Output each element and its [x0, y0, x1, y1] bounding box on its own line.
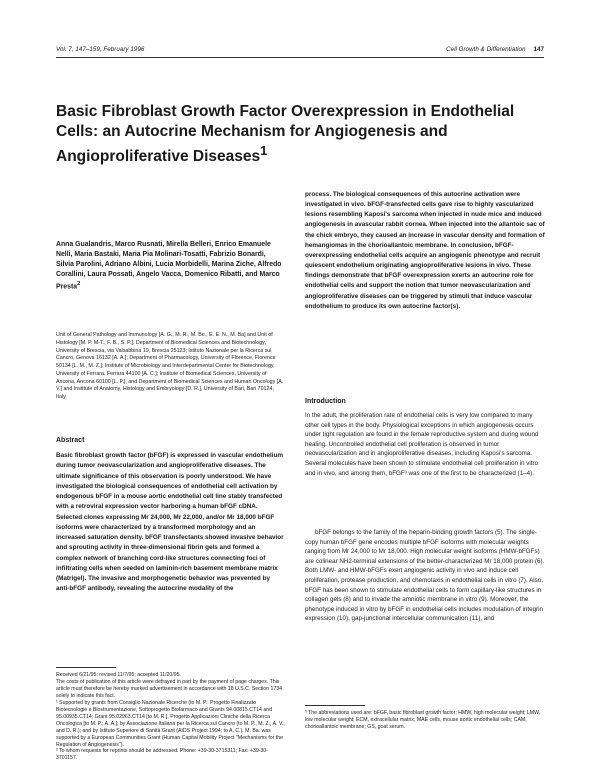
author-names: Anna Gualandris, Marco Rusnati, Mirella Belleri, Enrico Emanuele Nelli, Maria Bastaki, Maria Pia Molinari-Tosatti, Fabrizio Bonardi, Silvia Parolini, Adriano Albini, Lucia Morbidelli, Marina Ziche, Alfredo Corallini, Laura Possati, Angelo Vacca, Domenico Ribatti, and Marco Presta [56, 241, 282, 290]
footnote-rule-left [56, 667, 116, 668]
abstract-text-right-column: process. The biological consequences of this autocrine activation were investigated in vivo. bFGF-transfected cells gave rise to highly vascularized lesions resembling Kaposi's sarcoma when injected in nude mice and induced angiogenesis in avascular rabbit cornea. When injected into the allantoic sac of the chick embryo, they caused an increase in vascular density and formation of hemangiomas in the chorioallantoic membrane. In conclusion, bFGF-overexpressing endothelial cells acquire an angiogenic phenotype and recruit quiescent endothelium originating angioproliferative lesions in vivo. These findings demonstrate that bFGF overexpression exerts an autocrine role for endothelial cells and support the notion that tumor neovascularization and angioproliferative diseases can be triggered by stimuli that induce vascular endothelium to produce its own autocrine factor(s). [305, 191, 545, 310]
page-number: 147 [533, 46, 544, 53]
footnote-rule-right [305, 705, 365, 706]
abstract-text-left-column: Basic fibroblast growth factor (bFGF) is expressed in vascular endothelium during tumor neovascularization and angioproliferative diseases. The ultimate significance of this observation is poorly understood. We have investigated the biological consequences of endothelial cell activation by endogenous bFGF in a mouse aortic endothelial cell line stably transfected with a retroviral expression vector harboring a human bFGF cDNA. Selected clones expressing Mr 24,000, Mr 22,000, and/or Mr 18,000 bFGF isoforms were characterized by a transformed morphology and an increased saturation density. bFGF transfectants showed invasive behavior and sprouting activity in three-dimensional fibrin gels and formed a complex network of branching cord-like structures connecting foci of infiltrating cells when seeded on laminin-rich basement membrane matrix (Matrigel). The invasive and morphogenetic behavior was prevented by anti-bFGF antibody, revealing the autocrine modality of the [56, 452, 284, 593]
affiliations: Unit of General Pathology and Immunology [A. G., M. R., M. Be., E. E. N., M. Ba] and Unit of Histology [M. P. M-T., F. B., S. P.], Department of Biomedical Sciences and Biotechnology, University of Brescia, via Valsabbina 19, Brescia 25123; Istituto Nazionale per la Ricerca sul Cancro, Genova 16132 [A. A.]; Department of Pharmacology, University of Florence, Florence 50134 [L. M., M. Z.]; Institute of Microbiology and Interdepartmental Center for Biotechnology, University of Ferrara, Ferrara 44100 [A. C.]; Institute of Biomedical Sciences, University of Ancona, Ancona 60100 [L. P.]; and Department of Biomedical Sciences and Human Oncology [A. V.] and Institute of Anatomy, Histology and Embryology [D. R.], University of Bari, Bari 70124, Italy [56, 332, 284, 400]
abstract-heading: Abstract [56, 437, 85, 444]
article-title [56, 102, 526, 167]
funding-footnote: ¹ Supported by grants from Consiglio Nazionale Ricerche (to M. P.: Progetto Finalizzato Biotecnologie e Biostrumentazione, Sottoprogetto Biofarmaco and Grants 94.00815.CT14 and 95.00935.CT14; Grant 95.02963.CT14 [to M. R.], Progetto Applicazioni Cliniche della Ricerca Oncologica [to M. P.; A. A.]; by Associazione Italiana per la Ricerca sul Cancro (to M. P., M. Z., A. V., and D. R.); and by Istituto Superiore di Sanità Grant (AIDS Project 1994; to A. C.). M. Ba. was supported by a European Communities Grant (Human Capital Mobility Project "Mechanisms for the Regulation of Angiogenesis"). [56, 699, 285, 748]
introduction-paragraph-2: bFGF belongs to the family of the heparin-binding growth factors (5). The single-copy human bFGF gene encodes multiple bFGF isoforms with molecular weights ranging from Mr 24,000 to Mr 18,000. High molecular weight isoforms (HMW-bFGFs) are colinear NH2-terminal extensions of the better-characterized Mr 18,000 protein (6). Both LMW- and HMW-bFGFs exert angiogenic activity in vivo and induce cell proliferation, protease production, and chemotaxis in endothelial cells in vitro (7). Also, bFGF has been shown to stimulate endothelial cells to form capillary-like structures in collagen gels (8) and to invade the amniotic membrane in vitro (9). Moreover, the phenotype induced in vitro by bFGF in endothelial cells includes modulation of integrin expression (10), gap-junctional intercellular communication (11), and [305, 529, 545, 623]
publication-costs-note: The costs of publication of this article were defrayed in part by the payment of page charges. This article must therefore be hereby marked advertisement in accordance with 18 U.S.C. Section 1734 solely to indicate this fact. [56, 678, 283, 699]
title-footnote-marker: 1 [260, 143, 268, 158]
footnotes-left [56, 672, 285, 762]
article-title-text: Basic Fibroblast Growth Factor Overexpression in Endothelial Cells: an Autocrine Mechanism for Angiogenesis and Angioproliferative Diseases [56, 103, 515, 166]
journal-citation: Vol. 7, 147–159, February 1996 [56, 46, 145, 53]
header-rule [56, 57, 544, 58]
journal-name: Cell Growth & Differentiation [446, 46, 526, 53]
introduction-paragraph-1: In the adult, the proliferation rate of endothelial cells is very low compared to many other cell types in the body. Physiological exceptions in which angiogenesis occurs under tight regulation are found in the female reproductive system and during wound healing. Uncontrolled endothelial cell proliferation is observed in tumor neovascularization and in angioproliferative diseases, including Kaposi's sarcoma. Several molecules have been shown to stimulate endothelial cell proliferation in vitro and in vivo, and among them, bFGF³ was one of the first to be characterized (1–4). [305, 412, 539, 477]
received-dates: Received 6/21/95; revised 11/7/95; accepted 11/20/95. [56, 672, 181, 678]
journal-name-and-page [446, 46, 544, 53]
author-footnote-marker: 2 [77, 280, 81, 287]
author-list [56, 240, 285, 292]
correspondence-footnote: ² To whom requests for reprints should be addressed. Phone: +39-30-3715311; Fax: +39-30-3701157. [56, 748, 269, 762]
introduction-heading: Introduction [305, 398, 346, 405]
abbreviations-footnote: ³ The abbreviations used are: bFGF, basic fibroblast growth factor; HMW, high molecular weight; LMW, low molecular weight; ECM, extracellular matrix; MAE cells, mouse aortic endothelial cells; CAM, chorioallantoic membrane; GS, goat serum. [305, 710, 541, 730]
